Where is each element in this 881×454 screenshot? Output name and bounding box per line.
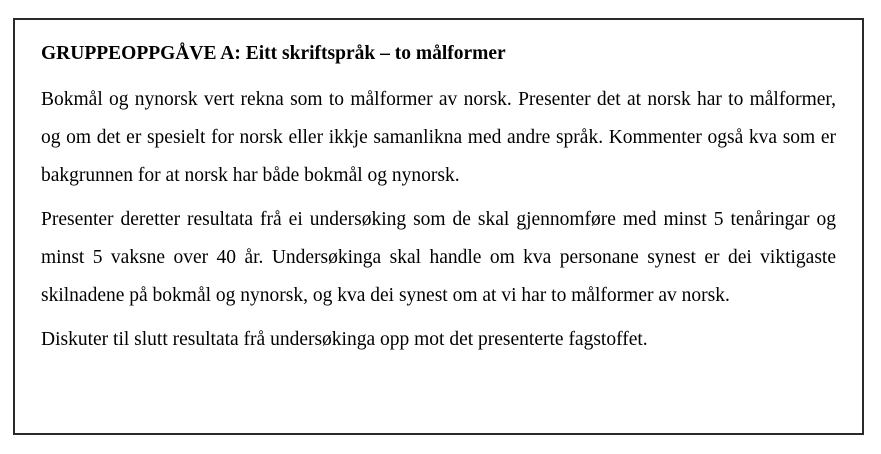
assignment-title: GRUPPEOPPGÅVE A: Eitt skriftspråk – to målformer (41, 43, 506, 64)
assignment-paragraph-intro: Bokmål og nynorsk vert rekna som to målformer av norsk. Presenter det at norsk har to målformer, og om det er spesielt for norsk eller ikkje samanlikna med andre språk. Kommenter også kva som er bakgrunnen for at norsk har både bokmål og nynorsk. (41, 89, 836, 186)
assignment-paragraph-discussion: Diskuter til slutt resultata frå undersøkinga opp mot det presenterte fagstoffet. (41, 329, 648, 350)
assignment-box (13, 18, 864, 435)
assignment-paragraph-survey: Presenter deretter resultata frå ei undersøking som de skal gjennomføre med minst 5 tenåringar og minst 5 vaksne over 40 år. Undersøkinga skal handle om kva personane synest er dei viktigaste skilnadene på bokmål og nynorsk, og kva dei synest om at vi har to målformer av norsk. (41, 209, 836, 306)
